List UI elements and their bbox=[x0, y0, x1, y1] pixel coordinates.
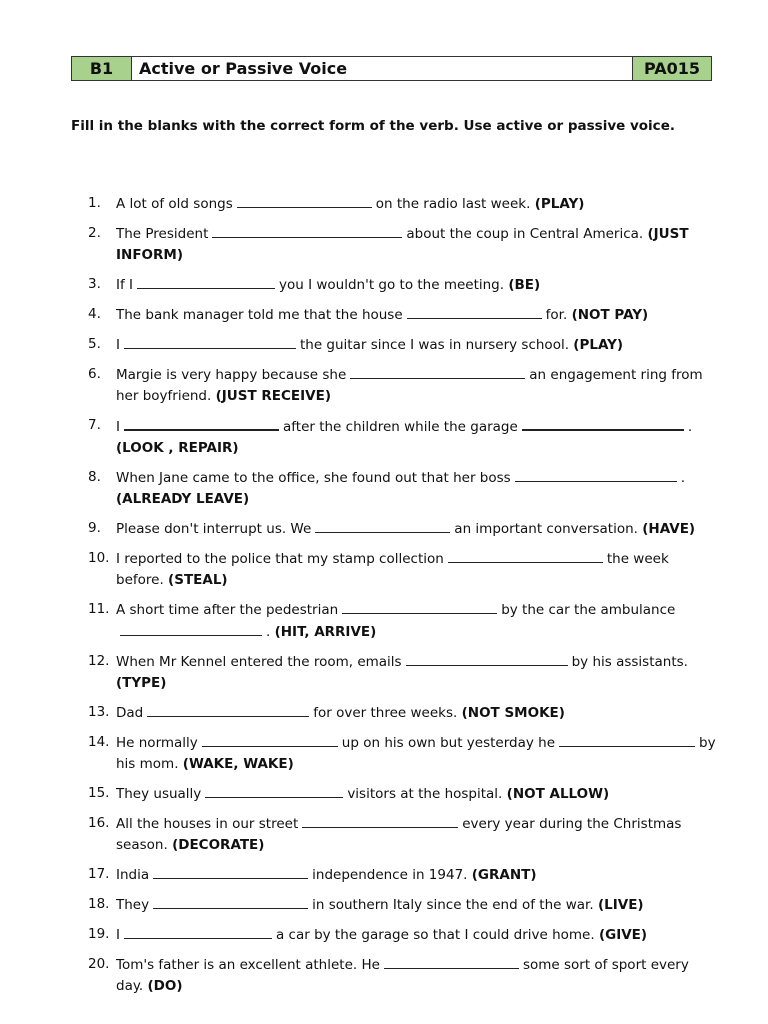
answer-blank[interactable] bbox=[237, 193, 372, 208]
item-text-segment: They bbox=[116, 897, 150, 913]
item-text-segment: When Jane came to the office, she found out that her boss bbox=[116, 470, 511, 486]
item-number: 13. bbox=[88, 704, 110, 720]
verb-hint: (HAVE) bbox=[642, 521, 696, 537]
verb-hint: (LIVE) bbox=[597, 897, 644, 913]
verb-hint: (BE) bbox=[508, 277, 541, 293]
verb-hint: (ALREADY LEAVE) bbox=[116, 491, 250, 507]
item-number: 14. bbox=[88, 734, 110, 750]
verb-hint: (DO) bbox=[147, 978, 183, 994]
item-text-segment: the week before. bbox=[116, 551, 669, 588]
answer-blank[interactable] bbox=[153, 894, 308, 909]
item-text bbox=[116, 954, 718, 997]
item-number: 4. bbox=[88, 306, 101, 322]
answer-blank[interactable] bbox=[137, 274, 275, 289]
item-text bbox=[116, 813, 718, 856]
item-text-segment: for over three weeks. bbox=[313, 705, 458, 721]
item-text bbox=[116, 732, 718, 775]
item-text-segment: an engagement ring from her boyfriend. bbox=[116, 367, 703, 404]
item-text-segment: after the children while the garage bbox=[282, 419, 518, 435]
item-number: 3. bbox=[88, 276, 101, 292]
item-text-segment: The bank manager told me that the house bbox=[116, 307, 403, 323]
item-text-segment: independence in 1947. bbox=[312, 867, 468, 883]
verb-hint: (HIT, ARRIVE) bbox=[274, 624, 377, 640]
worksheet-code: PA015 bbox=[633, 57, 711, 80]
answer-blank[interactable] bbox=[124, 334, 296, 349]
item-text bbox=[116, 783, 718, 805]
exercise-item bbox=[88, 702, 718, 724]
item-text bbox=[116, 223, 718, 266]
item-text bbox=[116, 304, 718, 326]
verb-hint: (PLAY) bbox=[534, 196, 585, 212]
instructions: Fill in the blanks with the correct form of the verb. Use active or passive voice. bbox=[71, 118, 675, 134]
item-text bbox=[116, 864, 718, 886]
worksheet-header bbox=[71, 56, 712, 81]
item-number: 11. bbox=[88, 601, 110, 617]
item-text-segment: Dad bbox=[116, 705, 144, 721]
exercise-item bbox=[88, 223, 718, 266]
item-text-segment: I bbox=[116, 927, 120, 943]
level-badge: B1 bbox=[72, 57, 132, 80]
item-text-segment: an important conversation. bbox=[454, 521, 638, 537]
item-number: 8. bbox=[88, 469, 101, 485]
item-text bbox=[116, 193, 718, 215]
answer-blank[interactable] bbox=[153, 864, 308, 879]
item-text-segment: a car by the garage so that I could drive home. bbox=[275, 927, 595, 943]
verb-hint: (STEAL) bbox=[168, 572, 228, 588]
verb-hint: (LOOK , REPAIR) bbox=[116, 440, 239, 456]
exercise-item bbox=[88, 193, 718, 215]
exercise-item bbox=[88, 783, 718, 805]
item-text-segment: visitors at the hospital. bbox=[347, 786, 503, 802]
verb-hint: (JUST INFORM) bbox=[116, 226, 689, 263]
item-number: 19. bbox=[88, 926, 110, 942]
exercise-item bbox=[88, 954, 718, 997]
item-text-segment: A short time after the pedestrian bbox=[116, 602, 339, 618]
item-number: 16. bbox=[88, 815, 110, 831]
item-text-segment: . bbox=[687, 419, 693, 435]
item-text-segment: up on his own but yesterday he bbox=[341, 735, 556, 751]
item-number: 7. bbox=[88, 417, 101, 433]
item-text-segment: A lot of old songs bbox=[116, 196, 233, 212]
verb-hint: (PLAY) bbox=[573, 337, 624, 353]
exercise-item bbox=[88, 334, 718, 356]
item-text bbox=[116, 702, 718, 724]
worksheet-title: Active or Passive Voice bbox=[132, 57, 633, 80]
item-text-segment: Tom's father is an excellent athlete. He bbox=[116, 957, 380, 973]
item-number: 9. bbox=[88, 520, 101, 536]
item-text-segment: I bbox=[116, 337, 120, 353]
item-text-segment: I reported to the police that my stamp collection bbox=[116, 551, 444, 567]
item-text bbox=[116, 924, 718, 946]
verb-hint: (NOT PAY) bbox=[571, 307, 649, 323]
item-text bbox=[116, 467, 718, 510]
answer-blank[interactable] bbox=[124, 415, 279, 431]
exercise-item bbox=[88, 548, 718, 591]
answer-blank[interactable] bbox=[350, 364, 525, 379]
exercise-item bbox=[88, 274, 718, 296]
item-text bbox=[116, 548, 718, 591]
item-text-segment: by his assistants. bbox=[571, 654, 688, 670]
exercise-item bbox=[88, 304, 718, 326]
item-text-segment: every year during the Christmas season. bbox=[116, 816, 682, 853]
item-text-segment: about the coup in Central America. bbox=[406, 226, 644, 242]
answer-blank[interactable] bbox=[302, 813, 458, 828]
answer-blank[interactable] bbox=[342, 599, 497, 614]
item-text-segment: the guitar since I was in nursery school. bbox=[299, 337, 569, 353]
answer-blank[interactable] bbox=[212, 223, 402, 238]
answer-blank[interactable] bbox=[147, 702, 309, 717]
item-text-segment: in southern Italy since the end of the war. bbox=[312, 897, 594, 913]
answer-blank[interactable] bbox=[407, 304, 542, 319]
item-text-segment: some sort of sport every day. bbox=[116, 957, 689, 994]
item-text-segment: by the car the ambulance bbox=[501, 602, 676, 618]
item-text bbox=[116, 894, 718, 916]
answer-blank[interactable] bbox=[406, 651, 568, 666]
item-text-segment: I bbox=[116, 419, 120, 435]
exercise-item bbox=[88, 599, 718, 643]
answer-blank[interactable] bbox=[315, 518, 450, 533]
answer-blank[interactable] bbox=[120, 621, 262, 636]
exercise-item bbox=[88, 415, 718, 459]
item-number: 15. bbox=[88, 785, 110, 801]
verb-hint: (JUST RECEIVE) bbox=[215, 388, 332, 404]
item-text-segment: India bbox=[116, 867, 150, 883]
item-text-segment: All the houses in our street bbox=[116, 816, 299, 832]
exercise-item bbox=[88, 364, 718, 407]
item-text-segment: If I bbox=[116, 277, 134, 293]
answer-blank[interactable] bbox=[124, 924, 272, 939]
exercise-item bbox=[88, 894, 718, 916]
item-number: 1. bbox=[88, 195, 101, 211]
answer-blank[interactable] bbox=[384, 954, 519, 969]
answer-blank[interactable] bbox=[515, 467, 677, 482]
verb-hint: (NOT SMOKE) bbox=[461, 705, 565, 721]
answer-blank[interactable] bbox=[448, 548, 603, 563]
answer-blank[interactable] bbox=[202, 732, 338, 747]
item-text-segment: When Mr Kennel entered the room, emails bbox=[116, 654, 402, 670]
item-text bbox=[116, 274, 718, 296]
item-text bbox=[116, 415, 718, 459]
item-number: 20. bbox=[88, 956, 110, 972]
item-text-segment: They usually bbox=[116, 786, 202, 802]
item-text-segment: The President bbox=[116, 226, 209, 242]
item-text-segment: by his mom. bbox=[116, 735, 716, 772]
item-number: 5. bbox=[88, 336, 101, 352]
answer-blank[interactable] bbox=[522, 415, 684, 431]
item-text bbox=[116, 364, 718, 407]
exercise-item bbox=[88, 732, 718, 775]
exercise-item bbox=[88, 924, 718, 946]
verb-hint: (NOT ALLOW) bbox=[506, 786, 610, 802]
exercise-item bbox=[88, 864, 718, 886]
verb-hint: (GIVE) bbox=[598, 927, 648, 943]
verb-hint: (DECORATE) bbox=[172, 837, 265, 853]
item-text bbox=[116, 651, 718, 694]
item-text-segment: on the radio last week. bbox=[375, 196, 531, 212]
item-text-segment: you I wouldn't go to the meeting. bbox=[279, 277, 505, 293]
item-text bbox=[116, 599, 718, 643]
item-number: 10. bbox=[88, 550, 110, 566]
item-text-segment: for. bbox=[545, 307, 568, 323]
exercise-item bbox=[88, 518, 718, 540]
item-text bbox=[116, 518, 718, 540]
item-text-segment: . bbox=[266, 624, 271, 640]
exercise-list bbox=[88, 193, 718, 1005]
item-number: 6. bbox=[88, 366, 101, 382]
answer-blank[interactable] bbox=[559, 732, 695, 747]
verb-hint: (WAKE, WAKE) bbox=[182, 756, 294, 772]
exercise-item bbox=[88, 651, 718, 694]
item-number: 2. bbox=[88, 225, 101, 241]
item-text-segment: He normally bbox=[116, 735, 198, 751]
exercise-item bbox=[88, 467, 718, 510]
item-text bbox=[116, 334, 718, 356]
item-number: 17. bbox=[88, 866, 110, 882]
exercise-item bbox=[88, 813, 718, 856]
item-text-segment: Please don't interrupt us. We bbox=[116, 521, 312, 537]
item-number: 18. bbox=[88, 896, 110, 912]
answer-blank[interactable] bbox=[205, 783, 343, 798]
item-number: 12. bbox=[88, 653, 110, 669]
verb-hint: (TYPE) bbox=[116, 675, 167, 691]
item-text-segment: Margie is very happy because she bbox=[116, 367, 347, 383]
item-text-segment: . bbox=[680, 470, 685, 486]
verb-hint: (GRANT) bbox=[471, 867, 537, 883]
